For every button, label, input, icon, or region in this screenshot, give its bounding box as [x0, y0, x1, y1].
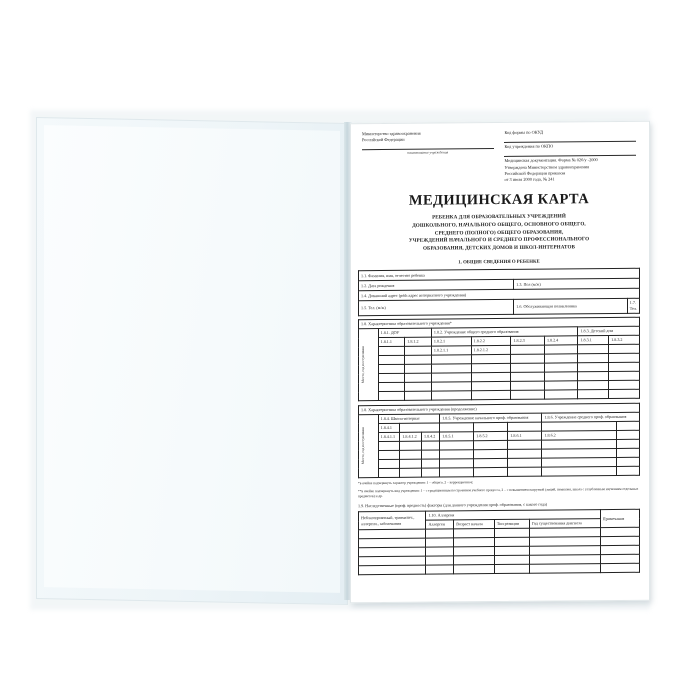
field-address: 1.4. Домашний адрес (póth адрес интернатного учреждения)	[359, 289, 640, 301]
form-header	[358, 129, 640, 185]
sub-1-8-2-1: 1.8.2.1	[431, 337, 471, 346]
section-1-title: 1. ОБЩИЕ СВЕДЕНИЯ О РЕБЕНКЕ	[458, 259, 540, 265]
sub-1-8-1-2: 1.8.1.2	[405, 337, 432, 346]
sub-1-8-4-2: 1.8.4.2	[422, 432, 440, 441]
group-orphanage: 1.8.3. Детский дом	[578, 327, 640, 336]
education-institution-table	[358, 317, 640, 401]
field-sex: 1.3. Пол (м/ж)	[514, 279, 640, 290]
col-header-notes: Примечания	[600, 510, 639, 528]
ministry-line-2: Российской Федерации	[362, 137, 405, 143]
footnote-2: **в ячейке подчеркнуть вид учреждения: 1 – с традиционным построением учебного процесса, 2 – с повышением нагрузкой (лицей, гимназия, школа с углубленным изучением отдельных предметов) и др.	[358, 486, 639, 499]
table-row	[359, 299, 640, 316]
table19-caption: 1.9. Наследственные (проф. вредность) факторы (для данного учреждения проф. образования, с какого года)	[358, 502, 548, 509]
header-rule-3	[504, 150, 636, 157]
col-header-allergen: Аллерген	[426, 520, 454, 529]
table18b-side-label: Место, год поступления	[359, 414, 379, 477]
sub-1-8-3-2: 1.8.3.2	[609, 335, 640, 344]
table18b-caption: 1.8. Характеристика образовательного учреждения (продолжение)	[359, 403, 640, 414]
sub-1-8-6-2: 1.8.6.2	[542, 430, 617, 440]
header-right-block	[504, 129, 636, 183]
field-phone-2: 1.7. Тел.	[627, 299, 639, 314]
sub-1-8-4-1-1: 1.8.4.1.1	[378, 432, 400, 441]
header-rule-1	[362, 143, 494, 150]
subtitle-line-1: РЕБЕНКА ДЛЯ ОБРАЗОВАТЕЛЬНЫХ УЧРЕЖДЕНИЙ	[432, 213, 566, 221]
sub-1-8-5-1: 1.8.5.1	[440, 432, 474, 441]
sub-1-8-4-1-2: 1.8.4.1.2	[400, 432, 422, 441]
table-row	[359, 466, 640, 477]
okud-code-line: Код формы по ОКУД	[504, 129, 544, 135]
document-subtitle	[370, 213, 628, 253]
allergy-table	[358, 509, 640, 575]
col-header-reaction: Тип реакции	[494, 520, 529, 529]
header-rule-2	[504, 136, 636, 143]
general-info-table	[358, 268, 640, 316]
approved-line-2: Российской Федерации приказом	[504, 170, 566, 176]
group-secondary-prof: 1.8.6. Учреждение среднего проф. образования	[542, 412, 640, 422]
document-title: МЕДИЦИНСКАЯ КАРТА	[408, 191, 590, 210]
group-primary-prof: 1.8.5. Учреждение начального проф. образования	[440, 413, 542, 423]
sub-1-8-4-1: 1.8.4.1	[378, 423, 400, 432]
table-row	[359, 389, 640, 400]
form-number-line: Медицинская документация. Форма № 026/у -2000	[504, 157, 598, 164]
field-birthdate: 1.2. Дата рождения	[359, 280, 514, 291]
sub-1-8-3-1: 1.8.3.1	[578, 336, 609, 345]
group-dou: 1.8.1. ДОУ	[378, 328, 431, 337]
sub-1-8-6-1: 1.8.6.1	[508, 431, 542, 440]
col-header-year: Год существования диагноза	[529, 519, 600, 529]
col-header-age: Возраст начала	[454, 520, 495, 529]
sub-1-8-1-1: 1.8.1.1	[378, 337, 405, 346]
inner-1-8-2-1-2: 1.8.2.1.2	[471, 345, 511, 354]
approved-line-1: Утверждена Министерством здравоохранения	[504, 163, 590, 170]
sub-1-8-2-2: 1.8.2.2	[471, 337, 511, 346]
table-row	[359, 563, 640, 574]
sub-1-8-5-2: 1.8.5.2	[474, 431, 508, 440]
table18-caption: 1.8. Характеристика образовательного учреждения*	[359, 318, 640, 329]
footnote-1: *в ячейке подчеркнуть характер учреждения: 1 – общего, 2 – коррекционное;	[358, 479, 474, 485]
subtitle-line-4: УЧРЕЖДЕНИЙ НАЧАЛЬНОГО И СРЕДНЕГО ПРОФЕССИОНАЛЬНОГО	[408, 236, 590, 245]
group-boarding-school: 1.8.4. Школа-интернат	[378, 414, 440, 423]
header-left-block	[362, 130, 494, 184]
subtitle-line-5: ОБРАЗОВАНИЯ, ДЕТСКИХ ДОМОВ И ШКОЛ-ИНТЕРНАТОВ	[422, 244, 576, 252]
field-phone-1: 1.5. Тел. (м/ж)	[359, 300, 514, 316]
field-polyclinic: 1.6. Обслуживающая поликлиника	[514, 299, 627, 315]
approved-line-3: от 3 июля 2000 года, № 241	[504, 176, 555, 183]
group-header-allergy: 1.10. Аллергия	[426, 510, 600, 520]
field-fio: 1.1. Фамилия, имя, отчество ребенка	[359, 269, 640, 281]
left-page-inner-surface	[44, 125, 340, 593]
education-institution-table-continued	[358, 403, 640, 478]
group-general-secondary: 1.8.2. Учреждение общего среднего образования	[431, 327, 578, 337]
institution-caption: наименование учреждения	[407, 150, 449, 156]
subtitle-line-2: ДОШКОЛЬНОГО, НАЧАЛЬНОГО ОБЩЕГО, ОСНОВНОГО ОБЩЕГО,	[412, 221, 586, 229]
table18-side-label: Место, год поступления	[359, 329, 379, 401]
subtitle-line-3: СРЕДНЕГО (ПОЛНОГО) ОБЩЕГО ОБРАЗОВАНИЯ,	[434, 229, 564, 237]
sub-1-8-2-4: 1.8.2.4	[544, 336, 578, 345]
col-header-risk: Неблагоприятный, травматич., аллергич., заболевания	[359, 512, 426, 530]
okpo-code-line: Код учреждения по ОКПО	[504, 143, 554, 150]
ministry-line-1: Министерство здравоохранения	[362, 130, 421, 137]
sub-1-8-2-3: 1.8.2.3	[511, 336, 544, 345]
inner-1-8-2-1-1: 1.8.2.1.1	[431, 346, 471, 355]
form-content	[358, 129, 640, 593]
